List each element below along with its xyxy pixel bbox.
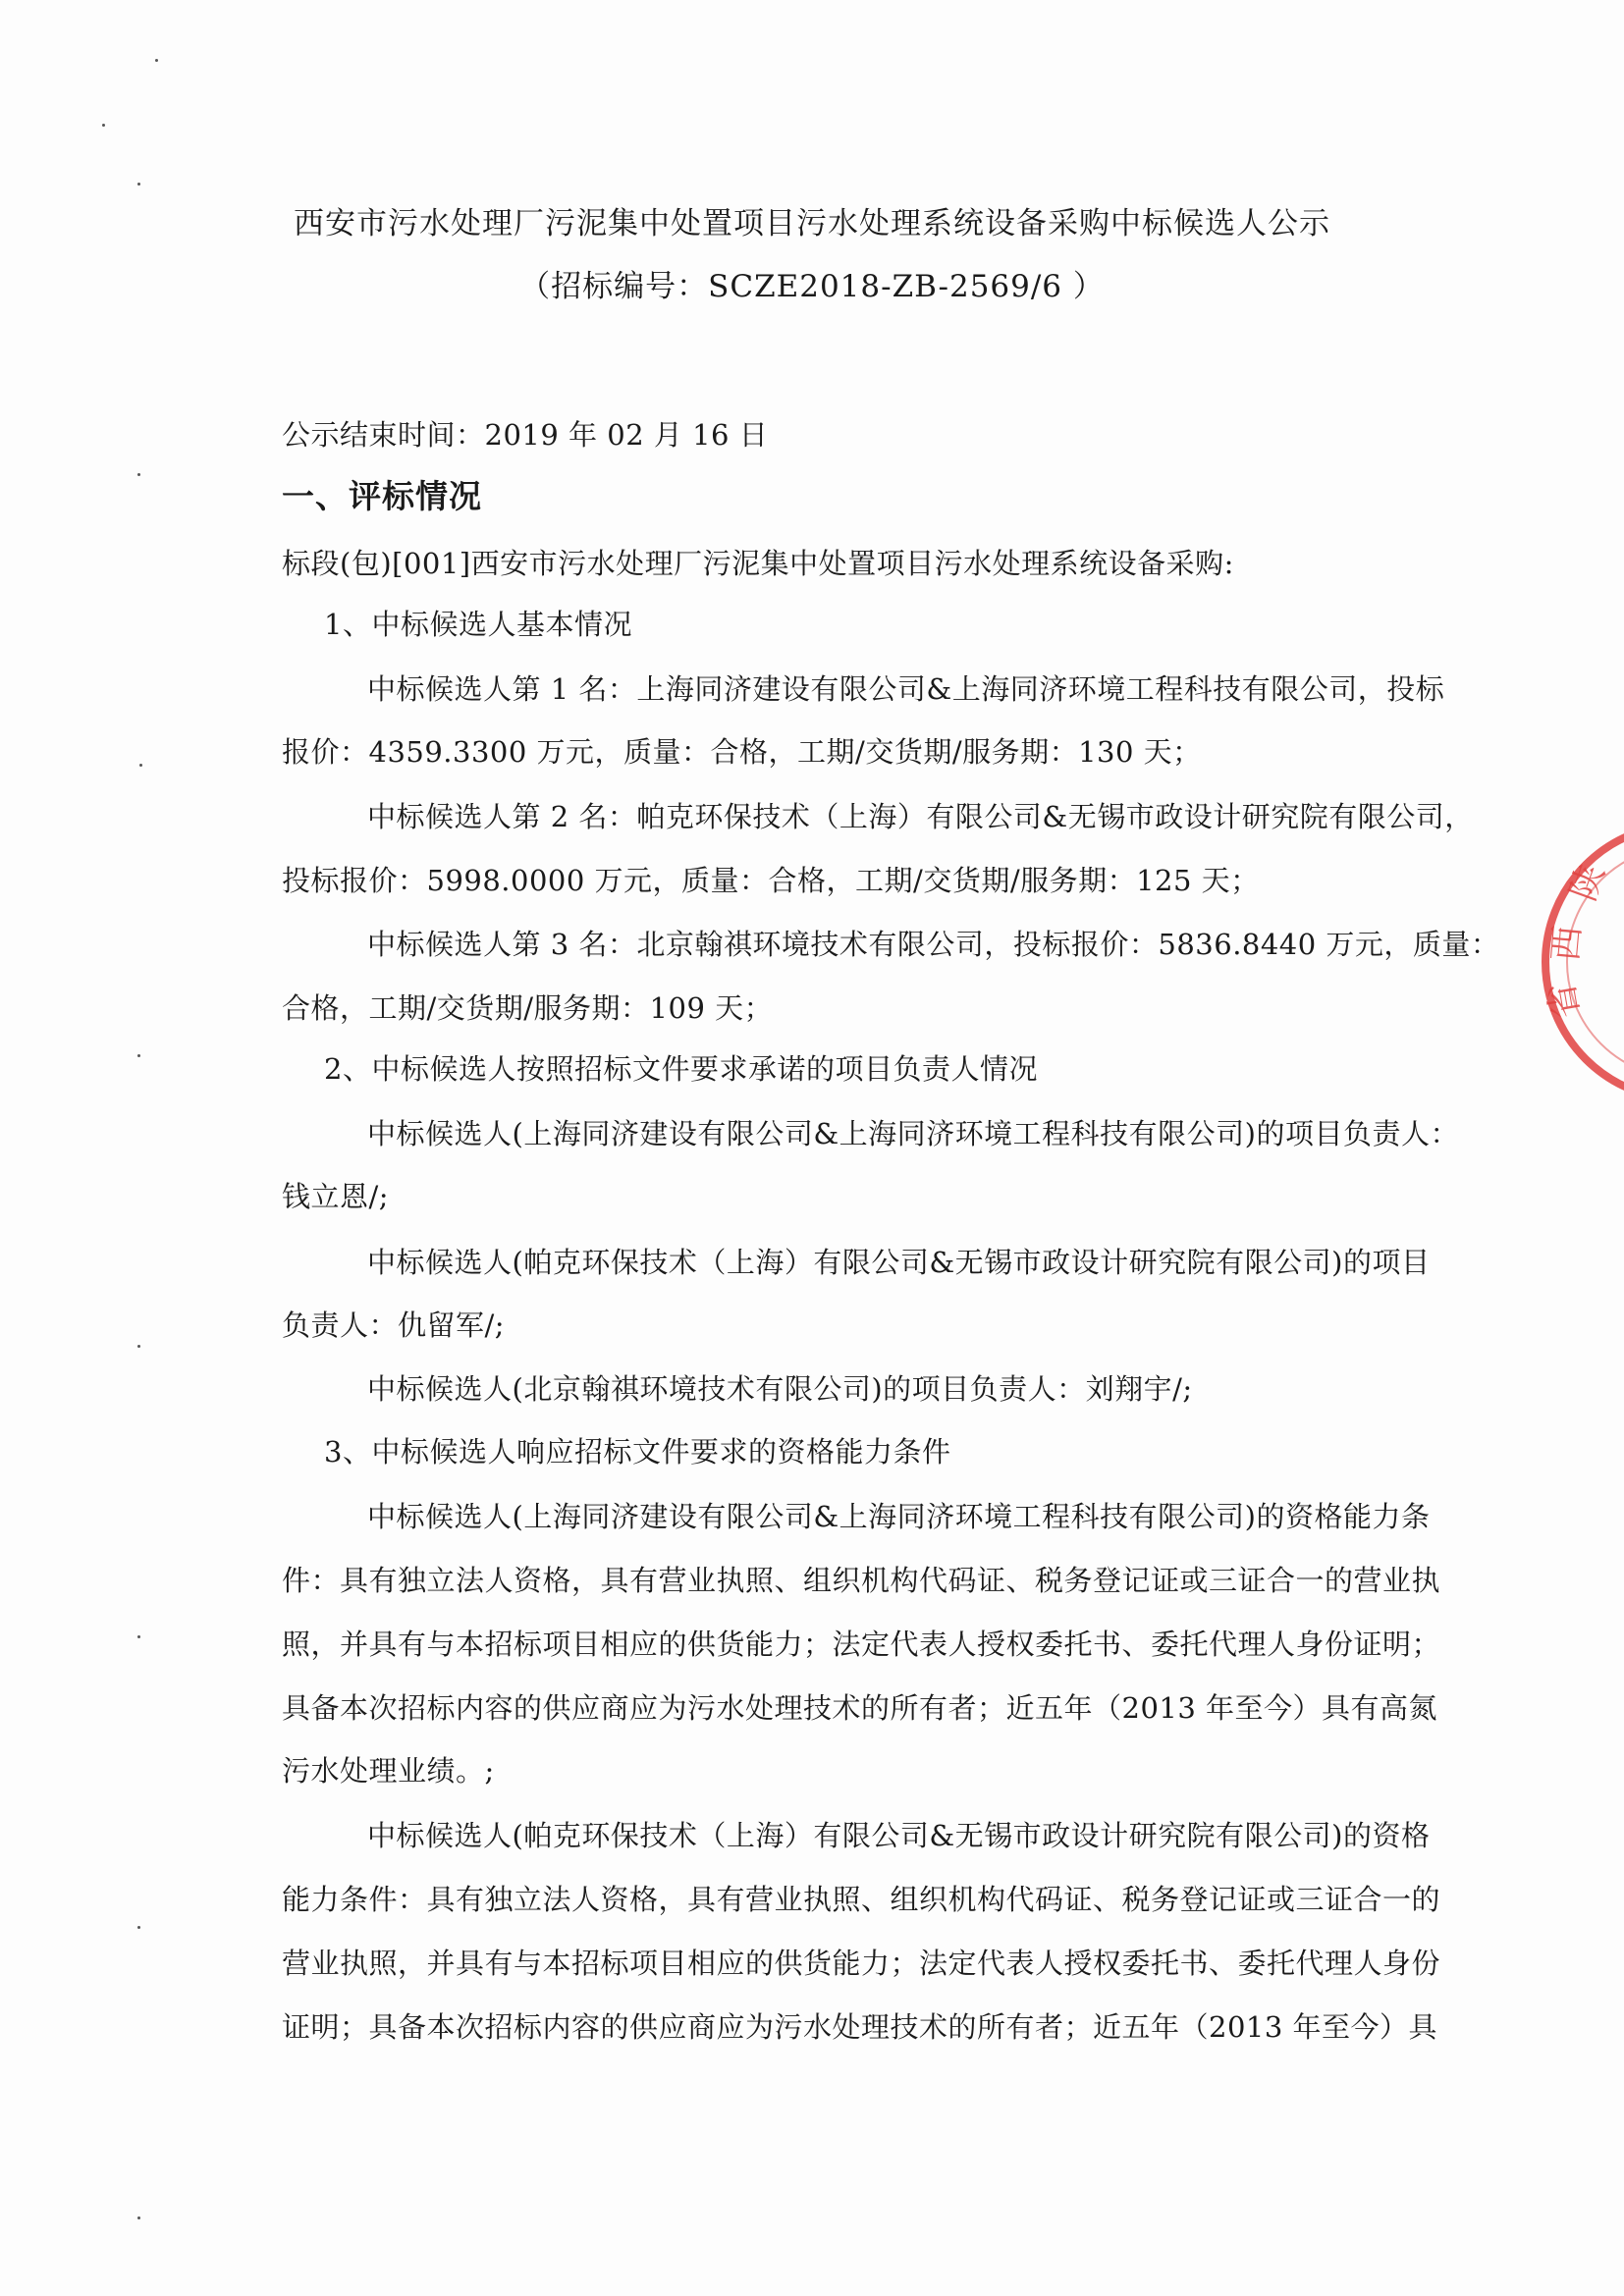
paragraph-line: 照，并具有与本招标项目相应的供货能力；法定代表人授权委托书、委托代理人身份证明； — [282, 1628, 1441, 1661]
scan-speck — [137, 1635, 140, 1638]
scan-speck — [139, 764, 142, 767]
paragraph-line: 钱立恩/; — [282, 1180, 390, 1213]
paragraph-line: 件：具有独立法人资格，具有营业执照、组织机构代码证、税务登记证或三证合一的营业执 — [282, 1564, 1441, 1597]
paragraph-line: 中标候选人第 1 名：上海同济建设有限公司&上海同济环境工程科技有限公司，投标 — [367, 672, 1445, 706]
subsection-title: 1、中标候选人基本情况 — [324, 608, 632, 641]
paragraph-line: 合格，工期/交货期/服务期：109 天； — [282, 991, 774, 1025]
paragraph-line: 中标候选人(上海同济建设有限公司&上海同济环境工程科技有限公司)的资格能力条 — [367, 1500, 1431, 1533]
tender-number: （招标编号：SCZE2018-ZB-2569/6 ） — [519, 269, 1105, 304]
svg-text:省: 省 — [1542, 979, 1588, 1022]
publicity-end-time: 公示结束时间：2019 年 02 月 16 日 — [282, 418, 769, 452]
paragraph-line: 中标候选人(帕克环保技术（上海）有限公司&无锡市政设计研究院有限公司)的项目 — [367, 1246, 1431, 1279]
scan-speck — [137, 473, 140, 476]
scan-speck — [137, 1054, 140, 1057]
paragraph-line: 营业执照，并具有与本招标项目相应的供货能力；法定代表人授权委托书、委托代理人身份 — [282, 1947, 1441, 1980]
lot-description: 标段(包)[001]西安市污水处理厂污泥集中处置项目污水处理系统设备采购: — [282, 547, 1234, 580]
svg-text:西: 西 — [1545, 924, 1590, 963]
paragraph-line: 证明；具备本次招标内容的供应商应为污水处理技术的所有者；近五年（2013 年至今）具 — [282, 2010, 1438, 2044]
paragraph-line: 污水处理业绩。; — [282, 1754, 495, 1788]
subsection-title: 2、中标候选人按照招标文件要求承诺的项目负责人情况 — [324, 1052, 1038, 1086]
subsection-title: 3、中标候选人响应招标文件要求的资格能力条件 — [324, 1435, 951, 1468]
paragraph-line: 报价：4359.3300 万元，质量：合格，工期/交货期/服务期：130 天； — [282, 735, 1202, 769]
paragraph-line: 中标候选人(上海同济建设有限公司&上海同济环境工程科技有限公司)的项目负责人： — [367, 1117, 1459, 1150]
scan-speck — [137, 2216, 140, 2219]
document-title: 西安市污水处理厂污泥集中处置项目污水处理系统设备采购中标候选人公示 — [294, 206, 1330, 241]
scan-speck — [137, 1926, 140, 1929]
scan-speck — [102, 124, 105, 127]
scan-speck — [137, 1345, 140, 1348]
section-heading: 一、评标情况 — [282, 477, 482, 515]
paragraph-line: 负责人：仇留军/; — [282, 1308, 506, 1342]
scan-speck — [137, 183, 140, 186]
paragraph-line: 能力条件：具有独立法人资格，具有营业执照、组织机构代码证、税务登记证或三证合一的 — [282, 1883, 1441, 1916]
paragraph-line: 中标候选人(北京翰祺环境技术有限公司)的项目负责人：刘翔宇/; — [367, 1372, 1193, 1406]
paragraph-line: 中标候选人(帕克环保技术（上海）有限公司&无锡市政设计研究院有限公司)的资格 — [367, 1819, 1431, 1852]
official-seal-stamp — [1536, 815, 1624, 1129]
paragraph-line: 投标报价：5998.0000 万元，质量：合格，工期/交货期/服务期：125 天； — [282, 864, 1260, 897]
paragraph-line: 中标候选人第 2 名：帕克环保技术（上海）有限公司&无锡市政设计研究院有限公司， — [367, 800, 1474, 833]
scan-speck — [155, 59, 158, 62]
svg-text:陕: 陕 — [1562, 859, 1613, 907]
paragraph-line: 具备本次招标内容的供应商应为污水处理技术的所有者；近五年（2013 年至今）具有高氮 — [282, 1691, 1438, 1725]
paragraph-line: 中标候选人第 3 名：北京翰祺环境技术有限公司，投标报价：5836.8440 万元，质量： — [367, 928, 1500, 961]
